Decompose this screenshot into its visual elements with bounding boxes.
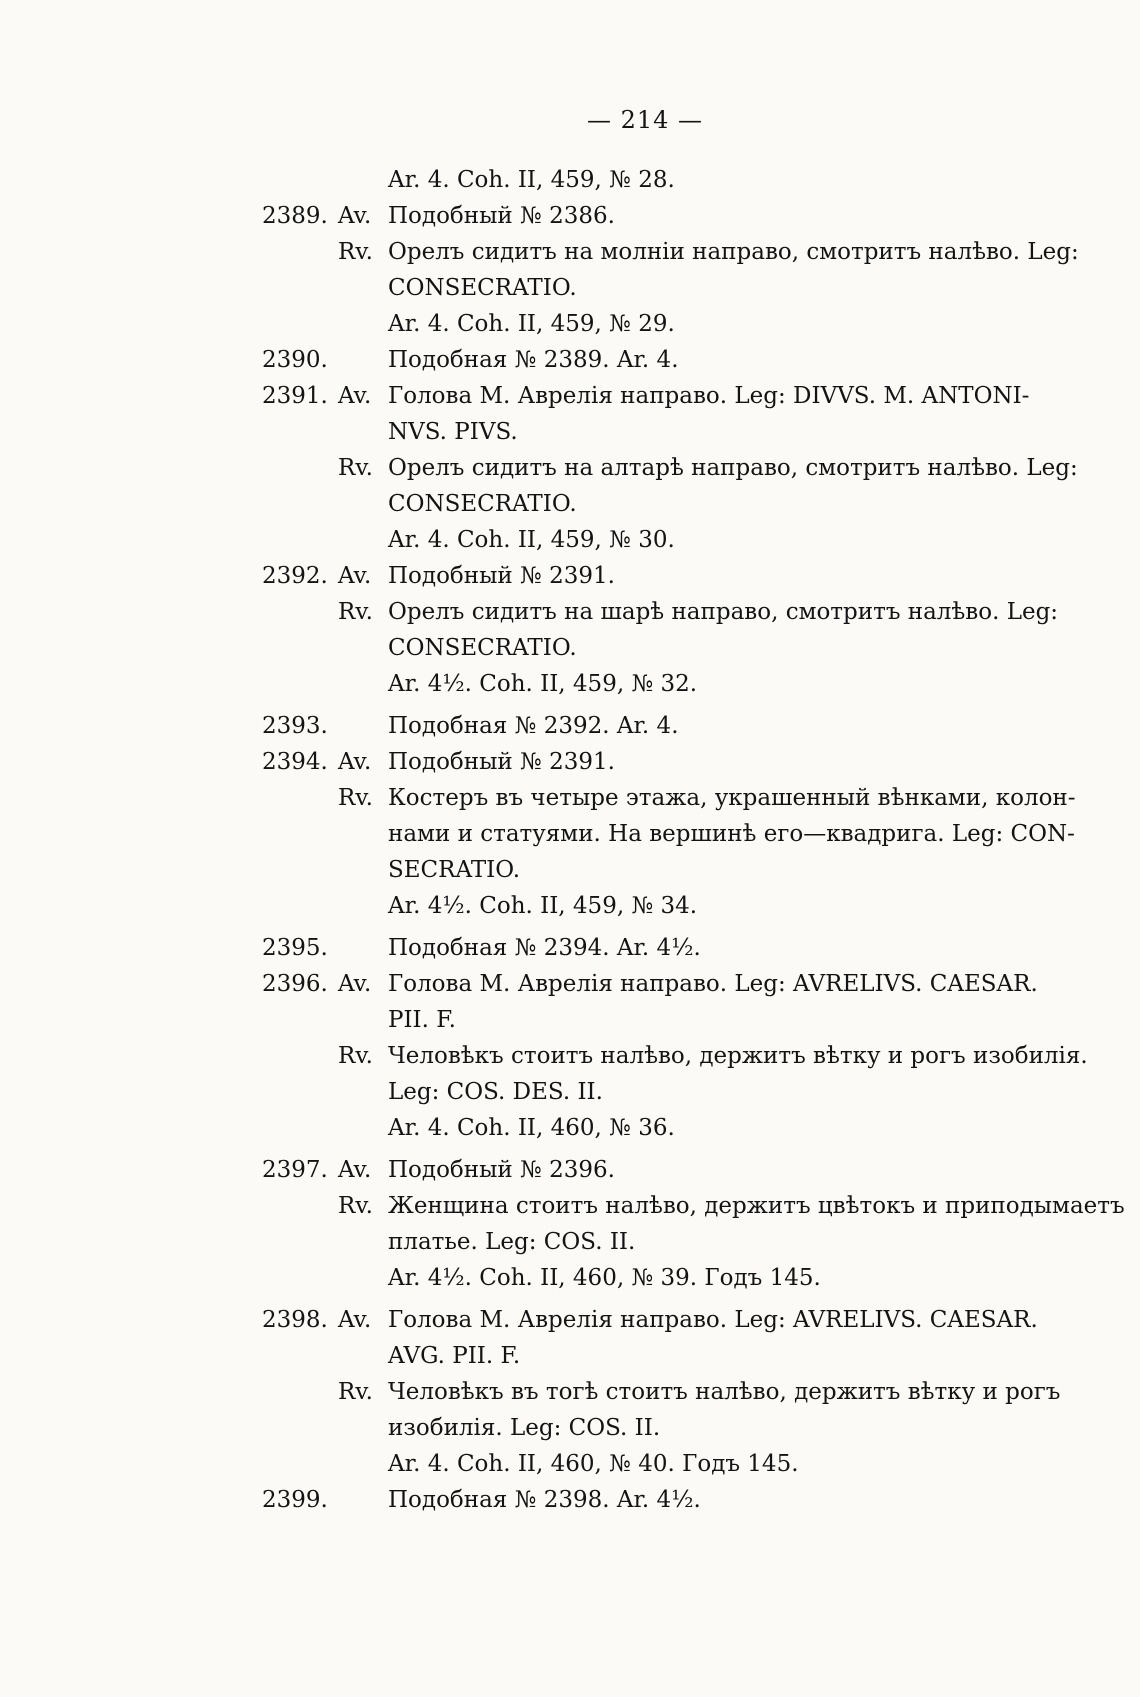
- catalog-line: [262, 558, 1092, 594]
- line-text: CONSECRATIO.: [388, 491, 577, 517]
- catalog-line: [262, 1482, 1092, 1518]
- side-label: Av.: [338, 1157, 372, 1183]
- line-text: Подобный № 2396.: [388, 1157, 615, 1183]
- catalog-line: [262, 486, 1092, 522]
- line-text: PII. F.: [388, 1007, 456, 1033]
- catalog-line: [262, 198, 1092, 234]
- catalog-line: [262, 744, 1092, 780]
- line-text: Подобная № 2398. Ar. 4½.: [388, 1487, 701, 1513]
- line-text: Подобный № 2386.: [388, 203, 615, 229]
- side-label: Rv.: [338, 1043, 373, 1069]
- line-text: Подобный № 2391.: [388, 563, 615, 589]
- catalog-line: [262, 1410, 1092, 1446]
- catalog-line: [262, 594, 1092, 630]
- entry-number: 2398.: [262, 1307, 328, 1333]
- side-label: Av.: [338, 383, 372, 409]
- line-text: Орелъ сидитъ на молніи направо, смотритъ налѣво. Leg:: [388, 239, 1079, 265]
- entry-number: 2396.: [262, 971, 328, 997]
- catalog-line: [262, 414, 1092, 450]
- line-text: Орелъ сидитъ на алтарѣ направо, смотритъ налѣво. Leg:: [388, 455, 1078, 481]
- catalog-line: [262, 930, 1092, 966]
- line-text: нами и статуями. На вершинѣ его—квадрига. Leg: CON-: [388, 821, 1075, 847]
- line-text: AVG. PII. F.: [388, 1343, 521, 1369]
- side-label: Rv.: [338, 785, 373, 811]
- line-text: Ar. 4½. Coh. II, 460, № 39. Годъ 145.: [388, 1265, 821, 1291]
- entry-number: 2399.: [262, 1487, 328, 1513]
- side-label: Av.: [338, 749, 372, 775]
- line-text: Голова М. Аврелія направо. Leg: AVRELIVS. CAESAR.: [388, 1307, 1038, 1333]
- catalog-line: [262, 342, 1092, 378]
- catalog-text: [262, 162, 1125, 1518]
- line-text: изобилія. Leg: COS. II.: [388, 1415, 661, 1441]
- line-text: Ar. 4. Coh. II, 459, № 28.: [388, 167, 675, 193]
- side-label: Av.: [338, 203, 372, 229]
- line-text: CONSECRATIO.: [388, 635, 577, 661]
- entry-number: 2394.: [262, 749, 328, 775]
- line-text: Leg: COS. DES. II.: [388, 1079, 603, 1105]
- catalog-line: [262, 1074, 1092, 1110]
- line-text: платье. Leg: COS. II.: [388, 1229, 636, 1255]
- line-text: Костеръ въ четыре этажа, украшенный вѣнками, колон-: [388, 785, 1076, 811]
- line-text: Голова М. Аврелія направо. Leg: AVRELIVS. CAESAR.: [388, 971, 1038, 997]
- catalog-line: [262, 270, 1092, 306]
- entry-number: 2393.: [262, 713, 328, 739]
- side-label: Rv.: [338, 1193, 373, 1219]
- line-text: Человѣкъ стоитъ налѣво, держитъ вѣтку и рогъ изобилія.: [388, 1043, 1088, 1069]
- catalog-line: [262, 1260, 1092, 1296]
- catalog-line: [262, 1188, 1125, 1224]
- line-text: CONSECRATIO.: [388, 275, 577, 301]
- catalog-line: [262, 1446, 1092, 1482]
- catalog-line: [262, 234, 1092, 270]
- line-text: Ar. 4. Coh. II, 460, № 36.: [388, 1115, 675, 1141]
- catalog-line: [262, 162, 1092, 198]
- side-label: Rv.: [338, 455, 373, 481]
- line-text: Ar. 4. Coh. II, 459, № 30.: [388, 527, 675, 553]
- side-label: Rv.: [338, 1379, 373, 1405]
- line-text: Подобная № 2389. Ar. 4.: [388, 347, 679, 373]
- side-label: Rv.: [338, 239, 373, 265]
- entry-number: 2392.: [262, 563, 328, 589]
- entry-number: 2390.: [262, 347, 328, 373]
- line-text: Ar. 4. Coh. II, 459, № 29.: [388, 311, 675, 337]
- catalog-line: [262, 966, 1092, 1002]
- catalog-line: [262, 1152, 1092, 1188]
- catalog-line: [262, 1302, 1092, 1338]
- side-label: Av.: [338, 1307, 372, 1333]
- catalog-line: [262, 1038, 1092, 1074]
- line-text: Женщина стоитъ налѣво, держитъ цвѣтокъ и приподымаетъ: [388, 1193, 1125, 1219]
- entry-number: 2395.: [262, 935, 328, 961]
- line-text: Подобная № 2392. Ar. 4.: [388, 713, 679, 739]
- line-text: Орелъ сидитъ на шарѣ направо, смотритъ налѣво. Leg:: [388, 599, 1059, 625]
- entry-number: 2389.: [262, 203, 328, 229]
- catalog-line: [262, 780, 1092, 816]
- catalog-line: [262, 1374, 1092, 1410]
- catalog-line: [262, 666, 1092, 702]
- catalog-line: [262, 1338, 1092, 1374]
- side-label: Av.: [338, 971, 372, 997]
- line-text: Подобный № 2391.: [388, 749, 615, 775]
- line-text: Человѣкъ въ тогѣ стоитъ налѣво, держитъ вѣтку и рогъ: [388, 1379, 1061, 1405]
- page-number: — 214 —: [586, 106, 704, 134]
- entry-number: 2397.: [262, 1157, 328, 1183]
- catalog-line: [262, 450, 1092, 486]
- line-text: Ar. 4½. Coh. II, 459, № 34.: [388, 893, 698, 919]
- line-text: NVS. PIVS.: [388, 419, 518, 445]
- catalog-line: [262, 816, 1092, 852]
- catalog-line: [262, 1110, 1092, 1146]
- side-label: Rv.: [338, 599, 373, 625]
- line-text: Ar. 4. Coh. II, 460, № 40. Годъ 145.: [388, 1451, 799, 1477]
- line-text: SECRATIO.: [388, 857, 521, 883]
- line-text: Голова М. Аврелія направо. Leg: DIVVS. M. ANTONI-: [388, 383, 1030, 409]
- catalog-line: [262, 306, 1092, 342]
- entry-number: 2391.: [262, 383, 328, 409]
- line-text: Подобная № 2394. Ar. 4½.: [388, 935, 701, 961]
- side-label: Av.: [338, 563, 372, 589]
- catalog-line: [262, 1224, 1092, 1260]
- catalog-line: [262, 708, 1092, 744]
- line-text: Ar. 4½. Coh. II, 459, № 32.: [388, 671, 698, 697]
- catalog-line: [262, 630, 1092, 666]
- catalog-line: [262, 888, 1092, 924]
- catalog-line: [262, 852, 1092, 888]
- catalog-line: [262, 1002, 1092, 1038]
- catalog-line: [262, 378, 1092, 414]
- catalog-line: [262, 522, 1092, 558]
